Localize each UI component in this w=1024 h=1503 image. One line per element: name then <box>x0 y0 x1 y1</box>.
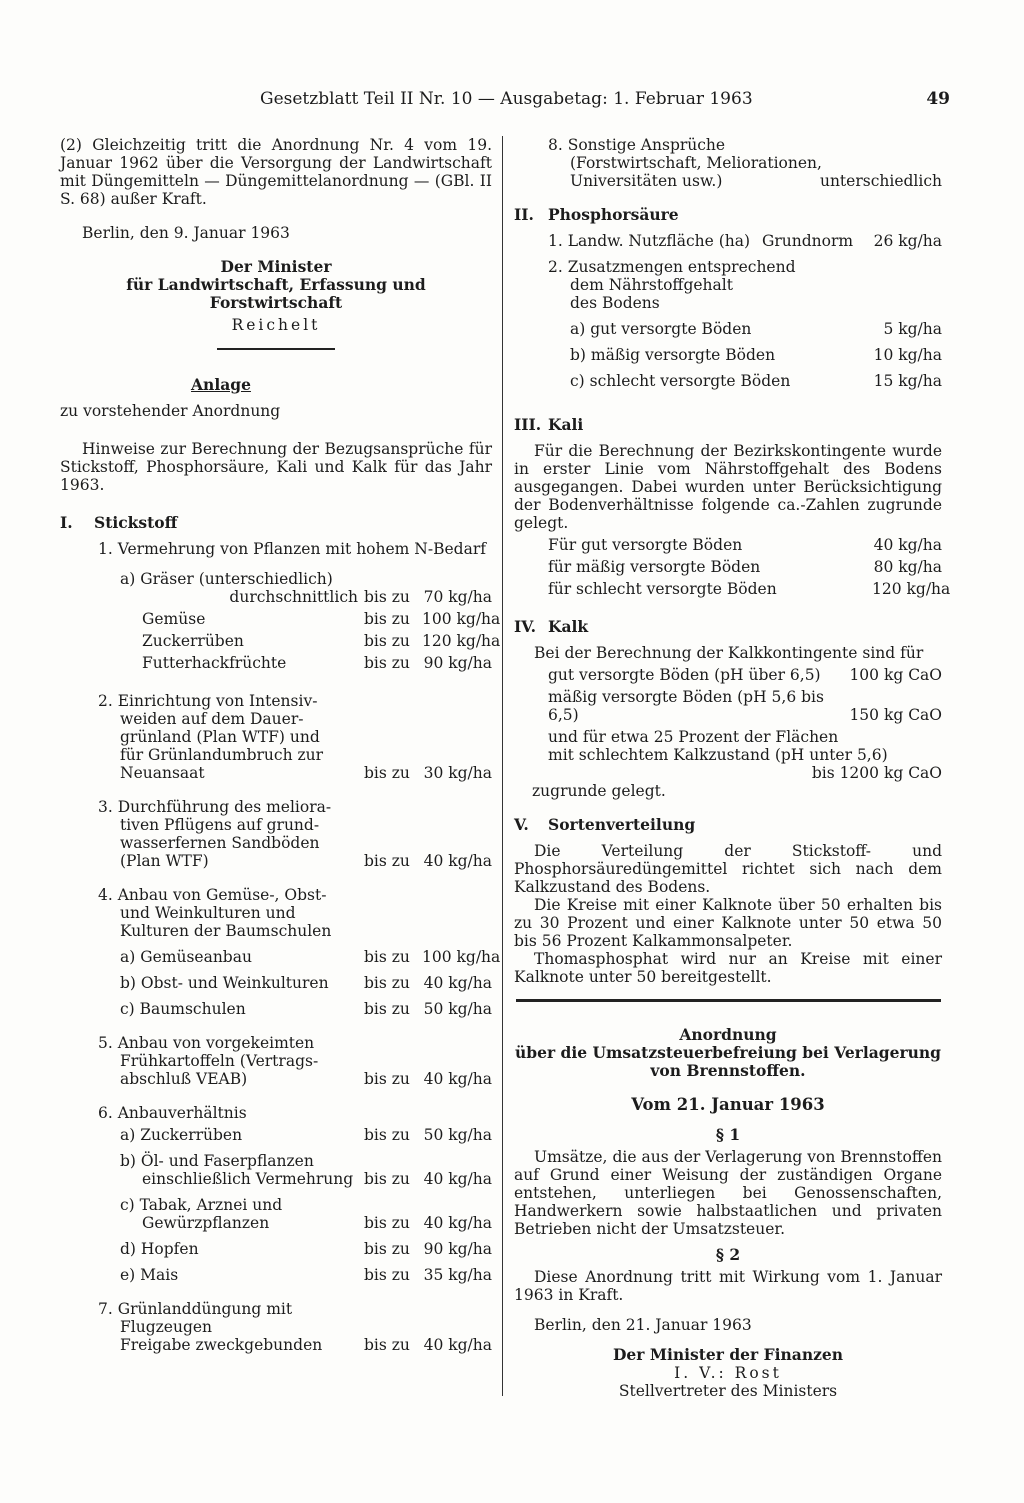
rate-row: a) Zuckerrüben bis zu 50 kg/ha <box>120 1126 492 1144</box>
place-date: Berlin, den 9. Januar 1963 <box>82 224 290 242</box>
section-heading: V. Sortenverteilung <box>514 815 696 834</box>
rate-row: für schlecht versorgte Böden 120 kg/ha <box>548 580 951 598</box>
minister-line: Forstwirtschaft <box>209 293 343 312</box>
anlage-title: Anlage <box>191 375 251 394</box>
list-item: 6. Anbauverhältnis <box>98 1104 247 1122</box>
rate-row: e) Mais bis zu 35 kg/ha <box>120 1266 492 1284</box>
section-heading: II. Phosphorsäure <box>514 205 679 224</box>
kalk-intro: Bei der Berechnung der Kalkkontingente sind für <box>534 644 924 662</box>
rate-row: a) Gemüseanbau bis zu 100 kg/ha <box>120 948 501 966</box>
sorten-paragraph: Thomasphosphat wird nur an Kreise mit einer Kalknote unter 50 bereitgestellt. <box>514 950 942 986</box>
section-heading: I. Stickstoff <box>60 513 178 532</box>
list-item: 4. Anbau von Gemüse-, Obst- und Weinkulturen und Kulturen der Baumschulen <box>98 886 332 940</box>
list-item: 8. Sonstige Ansprüche (Forstwirtschaft, Meliorationen, Universitäten usw.) unterschiedlich <box>548 136 942 190</box>
place-date: Berlin, den 21. Januar 1963 <box>534 1316 752 1334</box>
signature-line: Stellvertreter des Ministers <box>618 1382 838 1400</box>
rate-row: gut versorgte Böden (pH über 6,5) 100 kg CaO <box>548 666 942 684</box>
rate-row: 1. Landw. Nutzfläche (ha) Grundnorm 26 kg/ha <box>548 232 942 250</box>
section-separator <box>516 999 941 1002</box>
page-number: 49 <box>926 89 950 109</box>
signer-name: Reichelt <box>231 316 321 334</box>
signature-line: I. V.: Rost <box>674 1364 782 1382</box>
minister-line: für Landwirtschaft, Erfassung und <box>126 275 426 294</box>
anordnung-date: Vom 21. Januar 1963 <box>631 1095 825 1114</box>
kalk-line: und für etwa 25 Prozent der Flächen <box>548 728 839 746</box>
anordnung-title: Anordnung über die Umsatzsteuerbefreiung bei Verlagerung von Brennstoffen. <box>514 1025 942 1080</box>
section-heading: III. Kali <box>514 415 584 434</box>
kalk-line: bis 1200 kg CaO <box>811 764 942 782</box>
anordnung-paragraph: Umsätze, die aus der Verlagerung von Brennstoffen auf Grund einer Weisung der zuständigen Organe entstehen, unterliegen bei Genossenschaften, Handwerkern sowie halbstaatlichen und privaten Betrieben nicht der Umsatzsteuer. <box>514 1148 942 1238</box>
list-item: c) Tabak, Arznei und <box>120 1196 283 1214</box>
list-item: a) Gräser (unterschiedlich) <box>120 570 333 588</box>
intro-paragraph: (2) Gleichzeitig tritt die Anordnung Nr. 4 vom 19. Januar 1962 über die Versorgung der Landwirtschaft mit Düngemitteln — Düngemittelanordnung — (GBl. II S. 68) außer Kraft. <box>60 136 492 208</box>
gazette-title: Gesetzblatt Teil II Nr. 10 — Ausgabetag: 1. Februar 1963 <box>260 89 753 109</box>
rate-row: Gemüse bis zu 100 kg/ha <box>142 610 501 628</box>
rate-row: b) mäßig versorgte Böden 10 kg/ha <box>570 346 942 364</box>
list-item: 7. Grünlanddüngung mit Flugzeugen Freigabe zweckgebunden bis zu 40 kg/ha <box>98 1300 492 1354</box>
rate-row: durchschnittlich bis zu 70 kg/ha <box>229 588 492 606</box>
rate-row: Gewürzpflanzen bis zu 40 kg/ha <box>142 1214 492 1232</box>
rate-row: Zuckerrüben bis zu 120 kg/ha <box>142 632 501 650</box>
right-column <box>514 136 951 1400</box>
anlage-subtitle: zu vorstehender Anordnung <box>60 402 281 420</box>
rate-row: c) Baumschulen bis zu 50 kg/ha <box>120 1000 492 1018</box>
rate-row: mäßig versorgte Böden (pH 5,6 bis 6,5) 150 kg CaO <box>548 688 942 724</box>
list-item: 5. Anbau von vorgekeimten Frühkartoffeln (Vertrags- abschluß VEAB) bis zu 40 kg/ha <box>98 1034 492 1088</box>
rate-row: b) Obst- und Weinkulturen bis zu 40 kg/ha <box>120 974 492 992</box>
minister-line: Der Minister <box>220 257 332 276</box>
list-item: b) Öl- und Faserpflanzen <box>120 1152 314 1170</box>
signature-rule <box>217 348 335 350</box>
signature-line: Der Minister der Finanzen <box>612 1345 844 1364</box>
rate-row: einschließlich Vermehrung bis zu 40 kg/ha <box>142 1170 492 1188</box>
hinweise-paragraph: Hinweise zur Berechnung der Bezugsansprüche für Stickstoff, Phosphorsäure, Kali und Kalk für das Jahr 1963. <box>60 440 492 494</box>
minister-block <box>60 258 492 312</box>
column-divider <box>502 136 503 1396</box>
kalk-line: zugrunde gelegt. <box>532 782 666 800</box>
section-heading: IV. Kalk <box>514 617 589 636</box>
kalk-line: mit schlechtem Kalkzustand (pH unter 5,6) <box>548 746 888 764</box>
list-item: 2. Einrichtung von Intensiv- weiden auf dem Dauer- grünland (Plan WTF) und für Grünlandumbruch zur Neuansaat bis zu 30 kg/ha <box>98 692 492 782</box>
rate-row: für mäßig versorgte Böden 80 kg/ha <box>548 558 942 576</box>
anordnung-paragraph: Diese Anordnung tritt mit Wirkung vom 1. Januar 1963 in Kraft. <box>514 1268 942 1304</box>
rate-row: Für gut versorgte Böden 40 kg/ha <box>548 536 942 554</box>
paragraph-mark: § 1 <box>715 1125 741 1144</box>
left-column <box>60 136 501 1354</box>
list-item: 2. Zusatzmengen entsprechend dem Nährstoffgehalt des Bodens <box>548 258 796 312</box>
sorten-paragraph: Die Verteilung der Stickstoff- und Phosphorsäuredüngemittel richtet sich nach dem Kalkzustand des Bodens. <box>514 842 942 896</box>
rate-row: d) Hopfen bis zu 90 kg/ha <box>120 1240 492 1258</box>
kali-paragraph: Für die Berechnung der Bezirkskontingente wurde in erster Linie vom Nährstoffgehalt des Bodens ausgegangen. Dabei wurden unter Berücksichtigung der Bodenverhältnisse folgende ca.-Zahlen zugrunde gelegt. <box>514 442 942 532</box>
list-item: 3. Durchführung des meliora- tiven Pflügens auf grund- wasserfernen Sandböden (Plan WTF) bis zu 40 kg/ha <box>98 798 492 870</box>
list-item: 1. Vermehrung von Pflanzen mit hohem N-Bedarf <box>98 540 486 558</box>
paragraph-mark: § 2 <box>715 1245 741 1264</box>
sorten-paragraph: Die Kreise mit einer Kalknote über 50 erhalten bis zu 30 Prozent und einer Kalknote unter 50 etwa 50 bis 56 Prozent Kalkammonsalpeter. <box>514 896 942 950</box>
rate-row: c) schlecht versorgte Böden 15 kg/ha <box>570 372 942 390</box>
rate-row: a) gut versorgte Böden 5 kg/ha <box>570 320 942 338</box>
rate-row: Futterhackfrüchte bis zu 90 kg/ha <box>142 654 492 672</box>
